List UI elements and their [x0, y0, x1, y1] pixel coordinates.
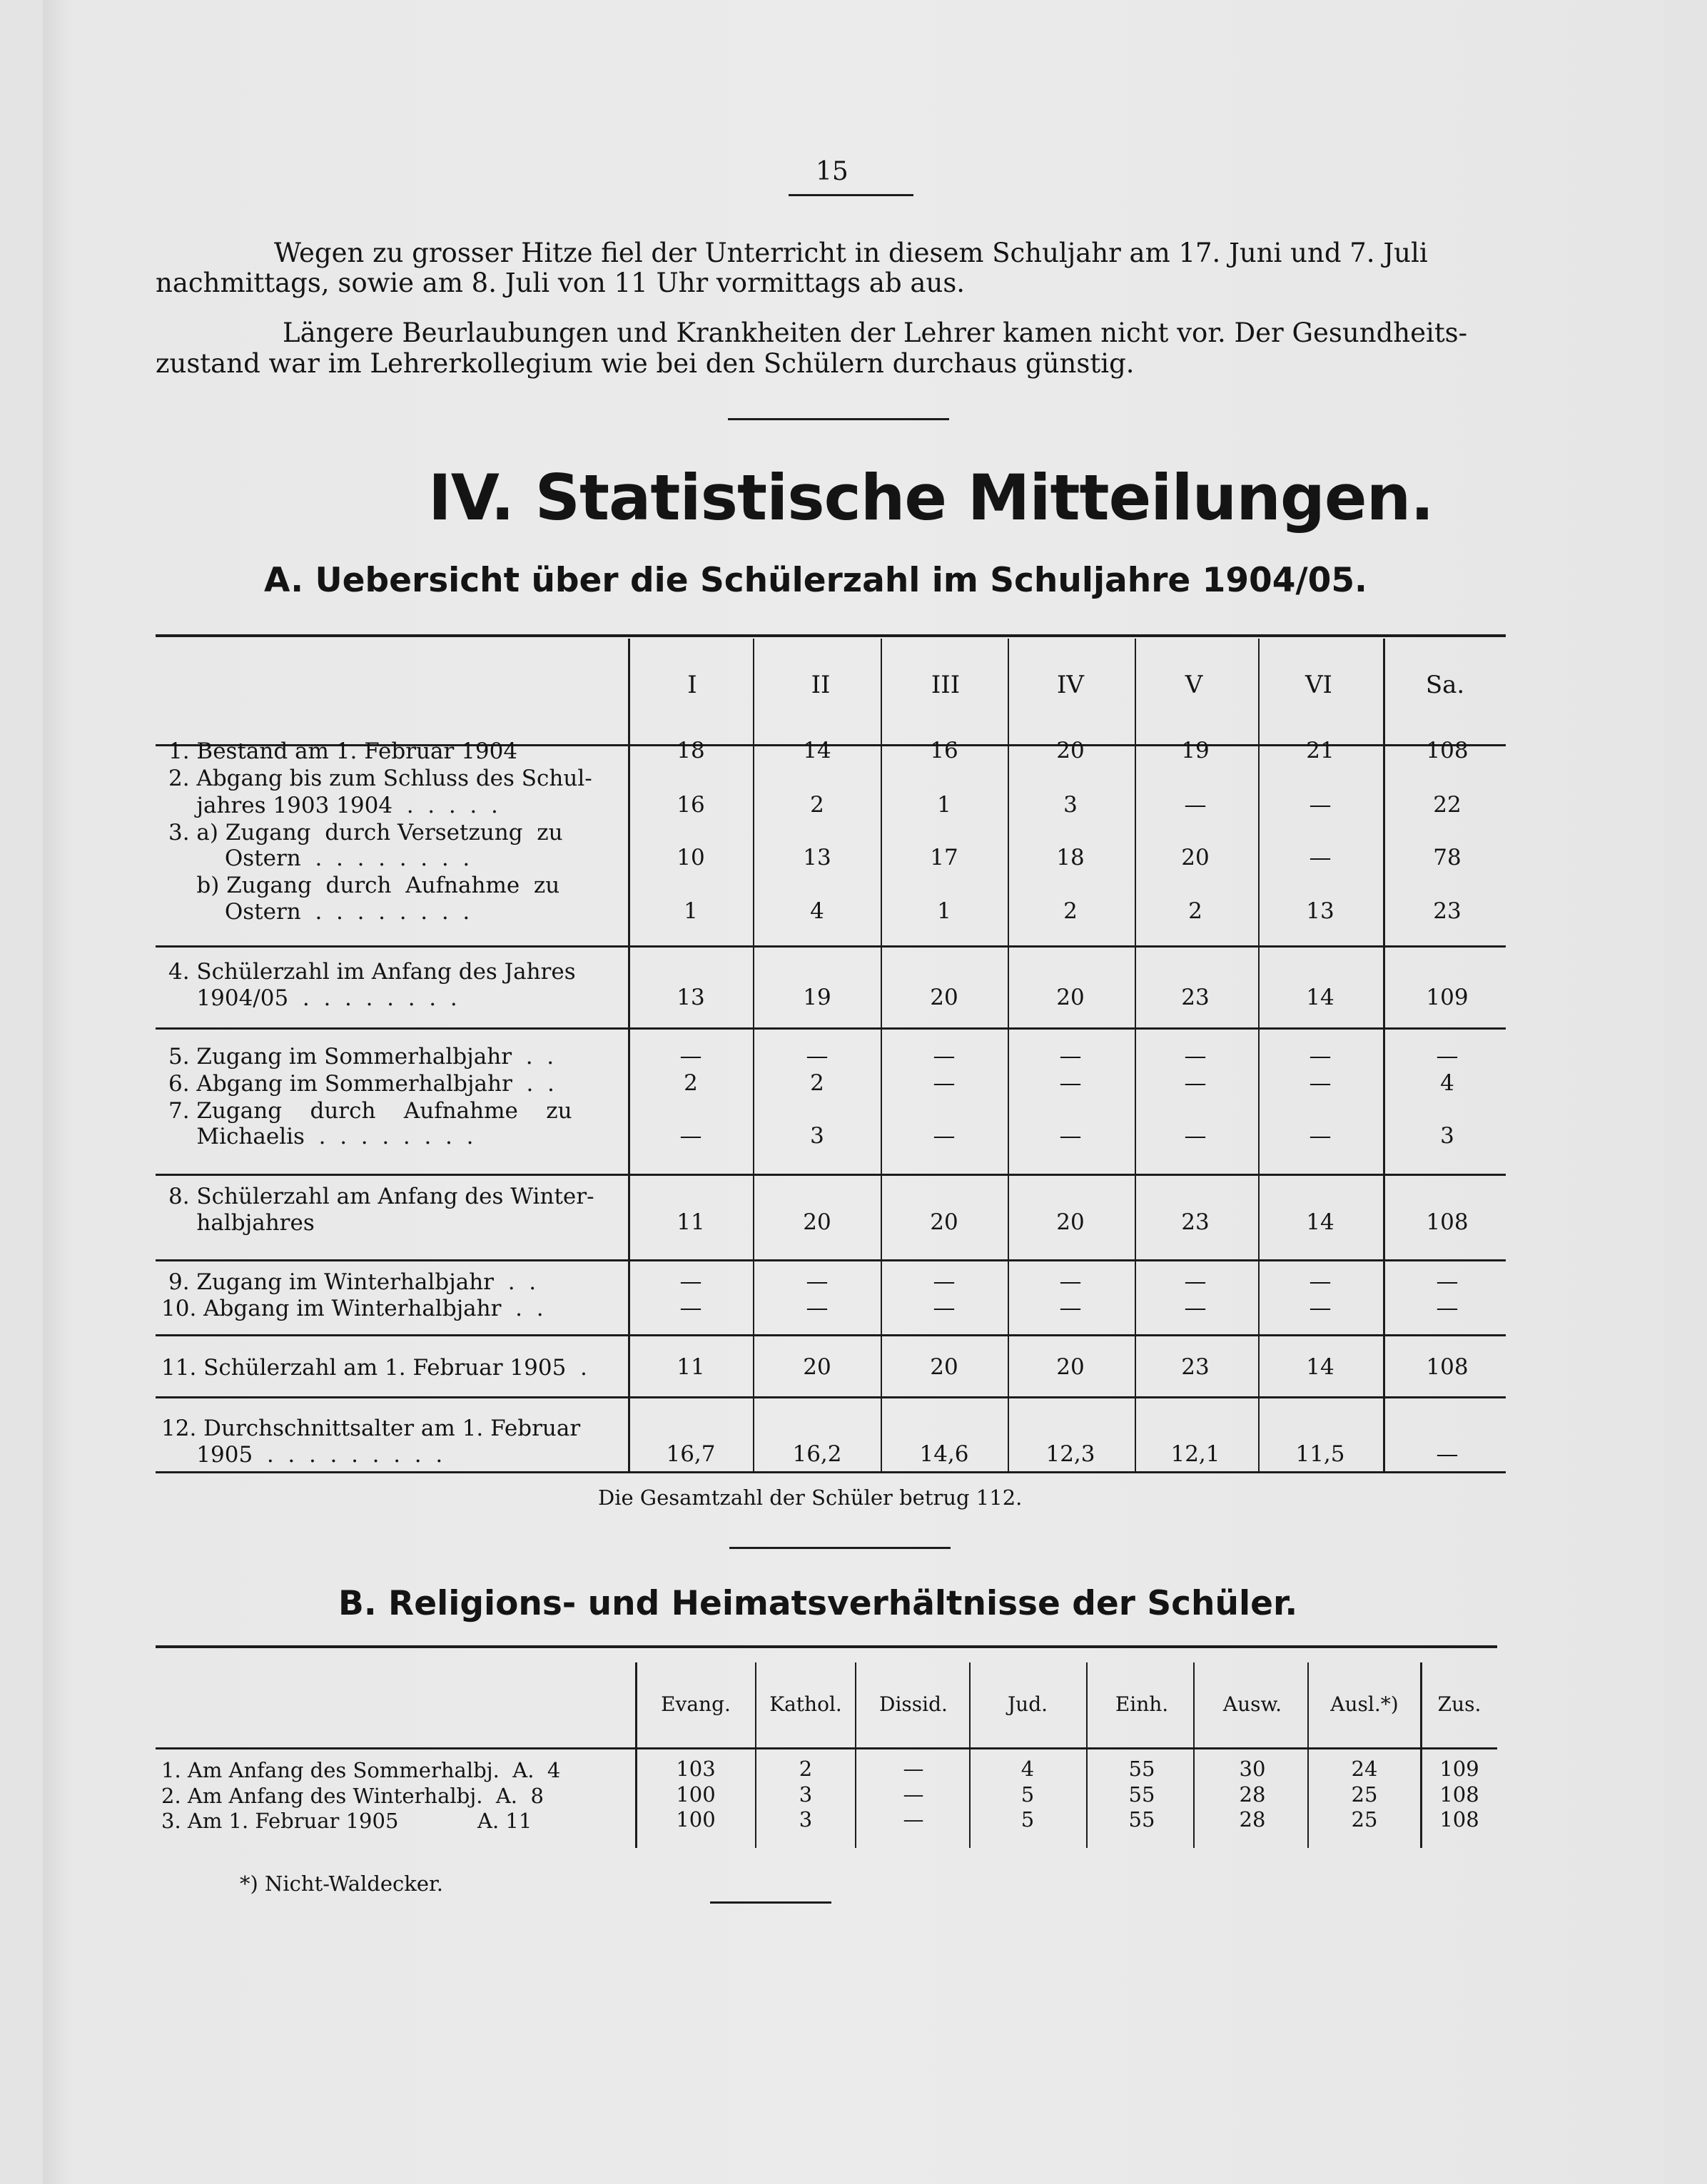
table-cell: 21 [1306, 738, 1334, 763]
table-cell: 2 [810, 792, 824, 818]
table-cell: 20 [930, 1209, 958, 1235]
table-cell: 1 [937, 792, 951, 818]
table-cell: 14,6 [919, 1441, 969, 1467]
table-cell: 1 [937, 898, 951, 924]
row-label: 11. Schülerzahl am 1. Februar 1905 . [161, 1355, 587, 1381]
table-cell: 14 [1306, 1354, 1334, 1380]
table-cell: — [806, 1295, 829, 1321]
table-cell: 4 [810, 898, 824, 924]
total-note: Die Gesamtzahl der Schüler betrug 112. [598, 1485, 1023, 1510]
table-cell: 108 [1426, 1209, 1469, 1235]
table-cell: 22 [1433, 792, 1462, 818]
row-label: b) Zugang durch Aufnahme zu [168, 873, 560, 898]
table-cell: 3 [799, 1782, 813, 1807]
table-cell: 100 [676, 1807, 716, 1832]
row-label: 3. a) Zugang durch Versetzung zu [168, 820, 563, 845]
table-cell: 108 [1439, 1807, 1479, 1832]
column-rule [1420, 1662, 1422, 1848]
table-cell: 18 [1056, 845, 1085, 870]
row-label: Ostern . . . . . . . . [168, 845, 470, 871]
table-cell: 108 [1439, 1782, 1479, 1807]
section-title: IV. Statistische Mitteilungen. [428, 461, 1434, 534]
table-b-title: B. Religions- und Heimatsverhältnisse der Schüler. [338, 1584, 1298, 1623]
table-cell: 13 [1306, 898, 1334, 924]
row-label: 9. Zugang im Winterhalbjahr . . [168, 1269, 537, 1295]
table-cell: — [1309, 1043, 1332, 1069]
table-cell: 14 [803, 738, 831, 763]
table-cell: 3 [799, 1807, 813, 1832]
column-rule [969, 1662, 971, 1848]
table-cell: 11 [677, 1209, 705, 1235]
table-cell: 20 [803, 1354, 831, 1380]
column-rule [753, 639, 754, 1471]
table-cell: 4 [1440, 1070, 1454, 1096]
table-cell: 2 [684, 1070, 698, 1096]
column-header: Ausw. [1222, 1692, 1282, 1716]
column-header: Einh. [1115, 1692, 1169, 1716]
table-cell: — [1436, 1269, 1459, 1294]
table-cell: — [1436, 1043, 1459, 1069]
row-rule [156, 1396, 1506, 1398]
table-cell: — [1059, 1295, 1082, 1321]
table-cell: — [1059, 1070, 1082, 1096]
table-cell: 14 [1306, 1209, 1334, 1235]
table-cell: 20 [1056, 738, 1085, 763]
column-rule [1135, 639, 1136, 1471]
row-label: 6. Abgang im Sommerhalbjahr . . [168, 1071, 554, 1097]
row-label: 4. Schülerzahl im Anfang des Jahres [168, 959, 576, 985]
row-label: 7. Zugang durch Aufnahme zu [168, 1098, 572, 1124]
table-cell: 11,5 [1295, 1441, 1345, 1467]
table-cell: 109 [1439, 1757, 1479, 1781]
column-header: V [1185, 671, 1203, 699]
column-header: Zus. [1437, 1692, 1481, 1716]
table-cell: 20 [1056, 985, 1085, 1010]
table-cell: 2 [799, 1757, 813, 1781]
table-cell: 25 [1351, 1782, 1378, 1807]
row-label: 1. Am Anfang des Sommerhalbj. A. 4 [161, 1758, 561, 1782]
column-header: VI [1305, 671, 1332, 699]
table-cell: — [1184, 1295, 1207, 1321]
column-header: Jud. [1007, 1692, 1048, 1716]
table-cell: 3 [1440, 1123, 1454, 1149]
table-cell: 23 [1181, 1354, 1210, 1380]
table-cell: 108 [1426, 1354, 1469, 1380]
table-cell: — [1184, 1043, 1207, 1069]
table-cell: — [1184, 1070, 1207, 1096]
table-cell: — [1309, 792, 1332, 818]
table-cell: 4 [1020, 1757, 1035, 1781]
table-top-rule [156, 1645, 1497, 1648]
table-cell: 16 [930, 738, 958, 763]
table-cell: — [1059, 1269, 1082, 1294]
table-cell: — [1309, 1070, 1332, 1096]
header-rule [156, 1747, 1497, 1749]
row-label: halbjahres [168, 1210, 315, 1236]
table-cell: 16,2 [792, 1441, 842, 1467]
row-label: Michaelis . . . . . . . . [168, 1124, 474, 1149]
row-label: Ostern . . . . . . . . [168, 899, 470, 925]
table-cell: 20 [930, 985, 958, 1010]
row-label: 2. Abgang bis zum Schluss des Schul- [168, 766, 592, 791]
table-cell: 28 [1239, 1807, 1266, 1832]
row-label: 2. Am Anfang des Winterhalbj. A. 8 [161, 1784, 544, 1808]
table-cell: — [1184, 1123, 1207, 1149]
table-cell: — [679, 1043, 702, 1069]
table-cell: 20 [1056, 1354, 1085, 1380]
row-rule [156, 945, 1506, 948]
table-cell: — [1309, 1269, 1332, 1294]
row-label: 3. Am 1. Februar 1905 A. 11 [161, 1809, 532, 1833]
table-cell: 13 [803, 845, 831, 870]
intro-line-4: zustand war im Lehrerkollegium wie bei den Schülern durchaus günstig. [156, 348, 1135, 379]
table-cell: — [1184, 1269, 1207, 1294]
table-a-title: A. Uebersicht über die Schülerzahl im Schuljahre 1904/05. [264, 561, 1367, 600]
table-cell: 19 [1181, 738, 1210, 763]
row-rule [156, 1174, 1506, 1176]
table-cell: 23 [1181, 1209, 1210, 1235]
column-rule [1383, 639, 1385, 1471]
table-cell: 3 [810, 1123, 824, 1149]
footnote: *) Nicht-Waldecker. [240, 1871, 443, 1896]
table-cell: 109 [1426, 985, 1469, 1010]
column-header: Ausl.*) [1330, 1692, 1399, 1716]
table-cell: — [1059, 1043, 1082, 1069]
table-cell: 55 [1128, 1807, 1155, 1832]
table-bottom-rule [156, 1471, 1506, 1473]
column-rule [1008, 639, 1009, 1471]
row-label: 12. Durchschnittsalter am 1. Februar [161, 1416, 581, 1441]
table-cell: — [806, 1269, 829, 1294]
table-cell: 11 [677, 1354, 705, 1380]
row-rule [156, 1027, 1506, 1030]
column-header: Kathol. [769, 1692, 842, 1716]
table-cell: 20 [1056, 1209, 1085, 1235]
table-cell: — [903, 1757, 924, 1781]
column-header: Sa. [1425, 671, 1465, 699]
row-rule [156, 1334, 1506, 1336]
table-cell: 1 [684, 898, 698, 924]
table-cell: — [679, 1295, 702, 1321]
table-cell: — [933, 1123, 956, 1149]
table-cell: 16,7 [666, 1441, 716, 1467]
column-header: Dissid. [879, 1692, 948, 1716]
column-rule [1258, 639, 1260, 1471]
table-cell: 78 [1433, 845, 1462, 870]
row-label: 5. Zugang im Sommerhalbjahr . . [168, 1044, 554, 1070]
column-header: III [931, 671, 961, 699]
table-cell: — [679, 1269, 702, 1294]
row-label: 1904/05 . . . . . . . . [168, 985, 457, 1011]
table-cell: — [1059, 1123, 1082, 1149]
table-cell: 30 [1239, 1757, 1266, 1781]
table-cell: 10 [677, 845, 705, 870]
row-label: 8. Schülerzahl am Anfang des Winter- [168, 1184, 594, 1209]
table-cell: 108 [1426, 738, 1469, 763]
column-header: Evang. [661, 1692, 731, 1716]
intro-line-2: nachmittags, sowie am 8. Juli von 11 Uhr vormittags ab aus. [156, 268, 966, 298]
table-cell: 16 [677, 792, 705, 818]
row-label: 1. Bestand am 1. Februar 1904 [168, 738, 518, 764]
divider [710, 1901, 831, 1904]
table-cell: — [1436, 1295, 1459, 1321]
table-cell: 23 [1433, 898, 1462, 924]
column-rule [628, 639, 630, 1471]
table-cell: — [1184, 792, 1207, 818]
table-cell: 28 [1239, 1782, 1266, 1807]
column-rule [1086, 1662, 1088, 1848]
table-cell: 12,1 [1170, 1441, 1220, 1467]
table-cell: 18 [677, 738, 705, 763]
table-cell: — [933, 1295, 956, 1321]
table-cell: 20 [1181, 845, 1210, 870]
table-cell: — [933, 1070, 956, 1096]
table-cell: 103 [676, 1757, 716, 1781]
divider [728, 418, 949, 420]
intro-line-3: Längere Beurlaubungen und Krankheiten der Lehrer kamen nicht vor. Der Gesundheits- [283, 318, 1468, 348]
column-rule [881, 639, 882, 1471]
table-cell: — [1309, 845, 1332, 870]
column-rule [1307, 1662, 1309, 1848]
intro-line-1: Wegen zu grosser Hitze fiel der Unterricht in diesem Schuljahr am 17. Juni und 7. Juli [274, 238, 1428, 268]
table-cell: — [679, 1123, 702, 1149]
table-cell: — [1309, 1295, 1332, 1321]
table-cell: 2 [1063, 898, 1078, 924]
row-rule [156, 1259, 1506, 1261]
table-cell: 55 [1128, 1757, 1155, 1781]
row-label: 10. Abgang im Winterhalbjahr . . [161, 1296, 544, 1321]
table-cell: — [1436, 1441, 1459, 1467]
table-cell: 17 [930, 845, 958, 870]
table-cell: 3 [1063, 792, 1078, 818]
table-cell: 100 [676, 1782, 716, 1807]
divider [789, 194, 913, 196]
table-top-rule [156, 634, 1506, 637]
table-cell: 5 [1020, 1782, 1035, 1807]
table-cell: 13 [677, 985, 705, 1010]
column-header: II [811, 671, 831, 699]
column-rule [1193, 1662, 1195, 1848]
table-cell: 2 [1188, 898, 1202, 924]
divider [729, 1547, 951, 1549]
table-cell: — [1309, 1123, 1332, 1149]
column-header: I [687, 671, 697, 699]
table-cell: 14 [1306, 985, 1334, 1010]
table-cell: 55 [1128, 1782, 1155, 1807]
table-cell: — [806, 1043, 829, 1069]
table-cell: — [933, 1043, 956, 1069]
table-cell: 20 [930, 1354, 958, 1380]
row-label: 1905 . . . . . . . . . [161, 1442, 443, 1468]
page-number: 15 [816, 157, 849, 186]
column-rule [855, 1662, 856, 1848]
table-cell: 25 [1351, 1807, 1378, 1832]
table-cell: — [933, 1269, 956, 1294]
table-cell: 12,3 [1045, 1441, 1095, 1467]
table-cell: 23 [1181, 985, 1210, 1010]
row-label: jahres 1903 1904 . . . . . [168, 793, 498, 818]
table-cell: 5 [1020, 1807, 1035, 1832]
table-cell: — [903, 1807, 924, 1832]
column-rule [635, 1662, 637, 1848]
table-cell: 2 [810, 1070, 824, 1096]
table-cell: 19 [803, 985, 831, 1010]
column-header: IV [1057, 671, 1084, 699]
column-rule [755, 1662, 756, 1848]
table-cell: 24 [1351, 1757, 1378, 1781]
table-cell: 20 [803, 1209, 831, 1235]
table-cell: — [903, 1782, 924, 1807]
